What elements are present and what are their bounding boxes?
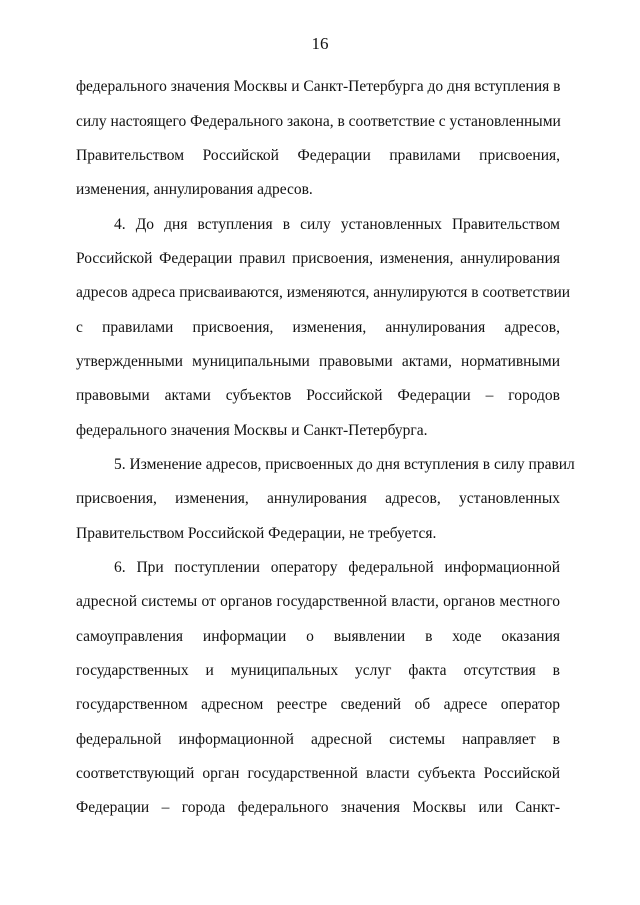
text-line: государственных и муниципальных услуг факта отсутствия в: [76, 662, 560, 679]
text-line: федерального значения Москвы и Санкт-Петербурга.: [76, 422, 428, 439]
text-line: правовыми актами субъектов Российской Федерации – городов: [76, 387, 560, 404]
paragraph-start-line: 6. При поступлении оператору федеральной информационной: [114, 559, 560, 576]
text-line: силу настоящего Федерального закона, в соответствие с установленными: [76, 113, 561, 130]
page-number: 16: [311, 34, 329, 53]
text-line: изменения, аннулирования адресов.: [76, 181, 313, 198]
text-line: присвоения, изменения, аннулирования адресов, установленных: [76, 490, 560, 507]
text-line: федеральной информационной адресной системы направляет в: [76, 731, 560, 748]
text-line: самоуправления информации о выявлении в ходе оказания: [76, 628, 560, 645]
text-line: утвержденными муниципальными правовыми актами, нормативными: [76, 353, 560, 370]
text-line: Правительством Российской Федерации правилами присвоения,: [76, 147, 560, 164]
text-line: Федерации – города федерального значения Москвы или Санкт-: [76, 799, 560, 816]
text-line: с правилами присвоения, изменения, аннулирования адресов,: [76, 319, 560, 336]
text-line: государственном адресном реестре сведений об адресе оператор: [76, 696, 560, 713]
text-line: Правительством Российской Федерации, не требуется.: [76, 525, 437, 542]
paragraph-start-line: 5. Изменение адресов, присвоенных до дня вступления в силу правил: [114, 456, 575, 473]
text-line: соответствующий орган государственной власти субъекта Российской: [76, 765, 560, 782]
text-line: адресной системы от органов государственной власти, органов местного: [76, 593, 560, 610]
text-line: Российской Федерации правил присвоения, изменения, аннулирования: [76, 250, 560, 267]
text-line: адресов адреса присваиваются, изменяются, аннулируются в соответствии: [76, 284, 571, 301]
text-line: федерального значения Москвы и Санкт-Петербурга до дня вступления в: [76, 78, 561, 95]
paragraph-start-line: 4. До дня вступления в силу установленных Правительством: [114, 216, 560, 233]
